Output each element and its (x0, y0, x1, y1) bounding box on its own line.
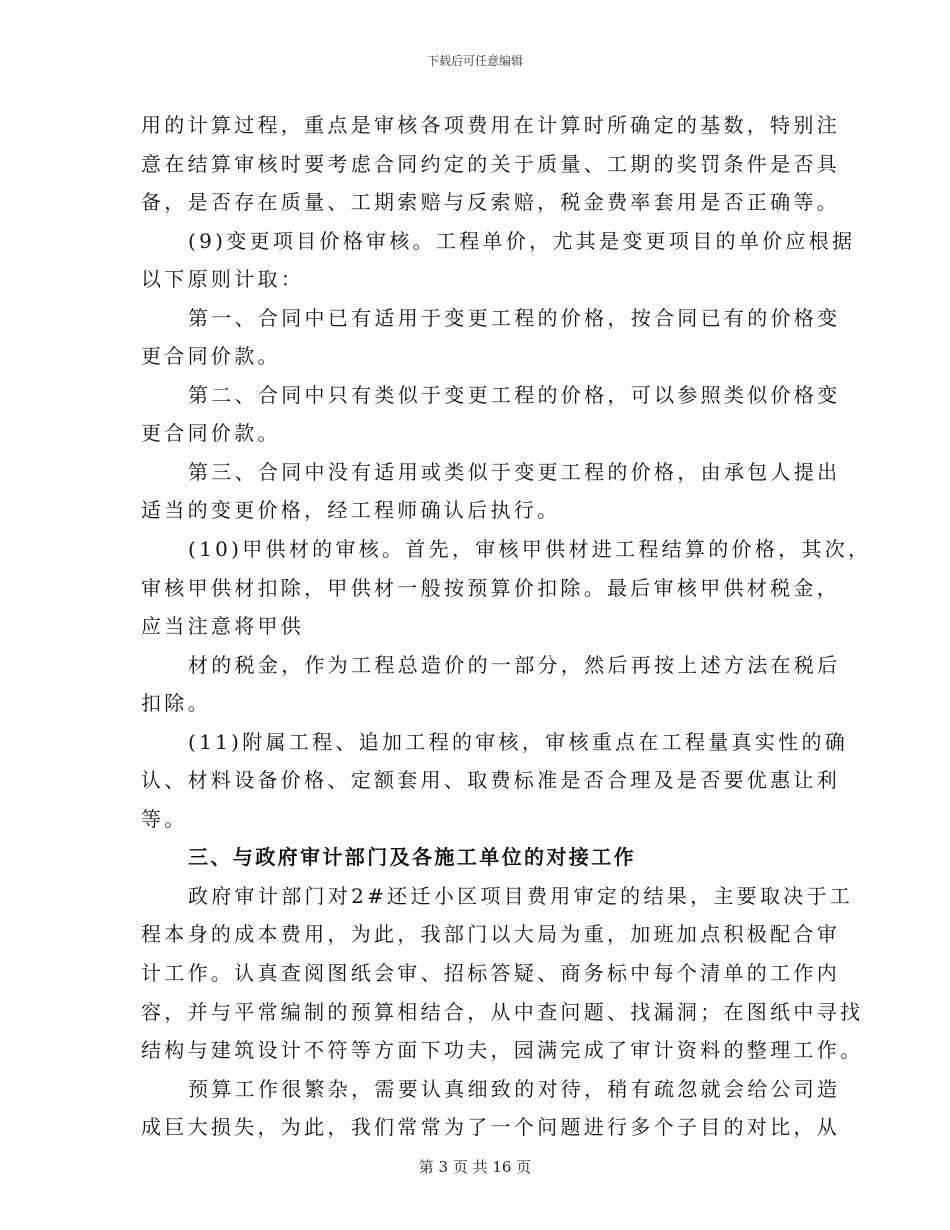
document-body (141, 106, 872, 1147)
text-line: 程本身的成本费用，为此，我部门以大局为重，加班加点积极配合审 (141, 922, 840, 947)
text-line: (10)甲供材的审核。首先，审核甲供材进工程结算的价格，其次， (188, 537, 872, 562)
text-line: 容，并与平常编制的预算相结合，从中查问题、找漏洞；在图纸中寻找 (141, 999, 864, 1024)
text-line: (9)变更项目价格审核。工程单价，尤其是变更项目的单价应根据 (188, 228, 856, 253)
text-line: 等。 (141, 806, 188, 831)
text-line: 更合同价款。 (141, 421, 281, 446)
page-footer: 第 3 页 共 16 页 (418, 1158, 532, 1176)
text-line: 应当注意将甲供 (141, 614, 305, 639)
text-line: 结构与建筑设计不符等方面下功夫，园满完成了审计资料的整理工作。 (141, 1038, 864, 1063)
text-line: 更合同价款。 (141, 344, 281, 369)
text-line: 适当的变更价格，经工程师确认后执行。 (141, 498, 561, 523)
text-line: 预算工作很繁杂，需要认真细致的对待，稍有疏忽就会给公司造 (188, 1076, 841, 1101)
text-line: 审核甲供材扣除，甲供材一般按预算价扣除。最后审核甲供材税金， (141, 575, 840, 600)
text-line: 第三、合同中没有适用或类似于变更工程的价格，由承包人提出 (188, 459, 841, 484)
text-line: 以下原则计取： (141, 267, 305, 292)
text-line: 成巨大损失，为此，我们常常为了一个问题进行多个子目的对比，从 (141, 1115, 840, 1140)
text-line: 第一、合同中已有适用于变更工程的价格，按合同已有的价格变 (188, 305, 841, 330)
text-line: 认、材料设备价格、定额套用、取费标准是否合理及是否要优惠让利 (141, 768, 840, 793)
text-line: 用的计算过程，重点是审核各项费用在计算时所确定的基数，特别注 (141, 113, 840, 137)
text-line: 意在结算审核时要考虑合同约定的关于质量、工期的奖罚条件是否具 (141, 151, 840, 176)
text-line: 第二、合同中只有类似于变更工程的价格，可以参照类似价格变 (188, 382, 841, 407)
text-line: 材的税金，作为工程总造价的一部分，然后再按上述方法在税后 (188, 652, 841, 677)
text-line: (11)附属工程、追加工程的审核，审核重点在工程量真实性的确 (188, 729, 849, 754)
section-heading: 三、与政府审计部门及各施工单位的对接工作 (188, 845, 636, 870)
text-line: 扣除。 (141, 691, 211, 716)
text-line: 计工作。认真查阅图纸会审、招标答疑、商务标中每个清单的工作内 (141, 961, 840, 986)
text-line: 政府审计部门对2#还迁小区项目费用审定的结果，主要取决于工 (188, 883, 854, 908)
page-header: 下载后可任意编辑 (426, 54, 523, 68)
text-line: 备，是否存在质量、工期索赔与反索赔，税金费率套用是否正确等。 (141, 190, 840, 215)
